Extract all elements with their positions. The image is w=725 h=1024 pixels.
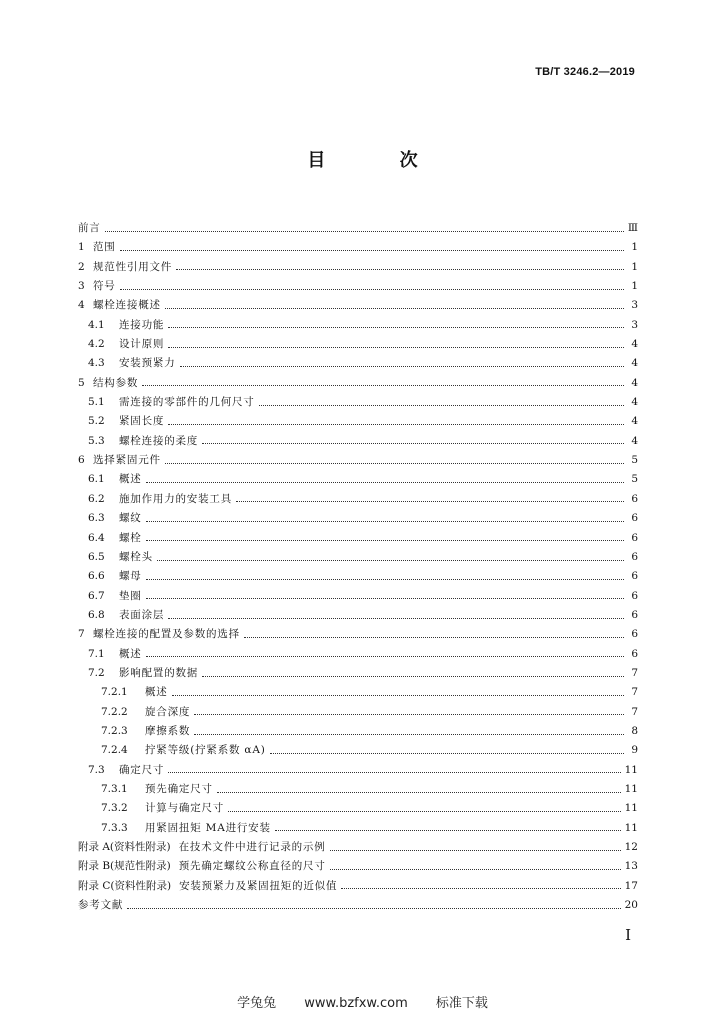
toc-entry-number: 5.2 xyxy=(88,415,105,428)
toc-entry-number: 7.2.4 xyxy=(101,744,128,757)
toc-entry[interactable] xyxy=(78,625,638,644)
toc-entry[interactable] xyxy=(78,838,638,857)
toc-entry-number: 5.1 xyxy=(88,396,105,409)
toc-dot-leader xyxy=(146,481,624,483)
toc-dot-leader xyxy=(105,230,624,232)
toc-dot-leader xyxy=(120,249,624,251)
toc-entry-page: 20 xyxy=(624,899,638,912)
page-folio: I xyxy=(625,926,631,944)
toc-entry-number: 1 xyxy=(78,241,85,254)
toc-entry-title: 预先确定螺纹公称直径的尺寸 xyxy=(178,860,326,873)
toc-dot-leader xyxy=(165,462,624,464)
toc-entry[interactable] xyxy=(78,761,638,780)
toc-dot-leader xyxy=(127,907,620,909)
toc-dot-leader xyxy=(244,636,624,638)
toc-dot-leader xyxy=(228,810,621,812)
toc-entry-number: 4 xyxy=(78,299,85,312)
toc-entry-number: 6.2 xyxy=(88,492,105,505)
toc-entry-title: 螺母 xyxy=(119,570,142,583)
toc-entry-title: 螺栓连接的柔度 xyxy=(119,434,199,447)
toc-entry-number: 7.3 xyxy=(88,763,105,776)
toc-entry-title: 结构参数 xyxy=(93,376,139,389)
toc-entry-page: 11 xyxy=(624,821,638,834)
toc-entry[interactable] xyxy=(78,567,638,586)
toc-dot-leader xyxy=(176,268,624,270)
footer-site-name: 学兔兔 xyxy=(237,996,277,1011)
toc-entry-page: Ⅲ xyxy=(627,222,638,234)
toc-entry-number: 5.3 xyxy=(88,434,105,447)
toc-entry-title: 表面涂层 xyxy=(119,608,165,621)
toc-entry-title: 影响配置的数据 xyxy=(119,666,199,679)
toc-entry-title: 螺栓连接的配置及参数的选择 xyxy=(93,628,240,641)
toc-entry-title: 连接功能 xyxy=(119,318,165,331)
toc-entry-page: 6 xyxy=(631,550,638,563)
toc-entry-page: 9 xyxy=(631,744,638,757)
toc-entry-page: 6 xyxy=(631,589,638,602)
toc-entry-page: 1 xyxy=(631,260,638,273)
toc-entry-number: 4.1 xyxy=(88,318,105,331)
toc-entry-title: 概述 xyxy=(119,647,142,660)
toc-entry[interactable] xyxy=(78,354,638,373)
toc-entry-page: 4 xyxy=(631,396,638,409)
toc-entry-number: 6.1 xyxy=(88,473,105,486)
footer-url[interactable]: www.bzfxw.com xyxy=(304,996,408,1011)
toc-entry-number: 7.2.2 xyxy=(101,705,128,718)
toc-entry-title: 螺纹 xyxy=(119,512,142,525)
toc-entry[interactable] xyxy=(78,412,638,431)
toc-dot-leader xyxy=(146,655,624,657)
toc-entry-title: 旋合深度 xyxy=(145,705,191,718)
toc-entry[interactable] xyxy=(78,277,638,296)
toc-entry-number: 7.2 xyxy=(88,666,105,679)
toc-dot-leader xyxy=(194,733,624,735)
toc-dot-leader xyxy=(142,384,624,386)
toc-entry-page: 7 xyxy=(631,666,638,679)
toc-entry-page: 6 xyxy=(631,512,638,525)
toc-entry-title: 需连接的零部件的几何尺寸 xyxy=(119,396,255,409)
toc-entry[interactable] xyxy=(78,335,638,354)
toc-dot-leader xyxy=(202,442,624,444)
toc-entry[interactable] xyxy=(78,548,638,567)
toc-entry-number: 6 xyxy=(78,454,85,467)
toc-dot-leader xyxy=(168,617,624,619)
toc-entry-title: 在技术文件中进行记录的示例 xyxy=(178,841,326,853)
toc-entry[interactable] xyxy=(78,296,638,315)
toc-dot-leader xyxy=(146,520,624,522)
toc-dot-leader xyxy=(172,694,624,696)
toc-entry-title: 规范性引用文件 xyxy=(93,260,173,273)
toc-dot-leader xyxy=(330,868,621,870)
toc-entry-number: 7.3.2 xyxy=(101,802,128,815)
toc-entry[interactable] xyxy=(78,219,638,238)
toc-entry[interactable] xyxy=(78,606,638,625)
toc-entry[interactable] xyxy=(78,780,638,799)
toc-entry-title: 施加作用力的安装工具 xyxy=(119,492,232,505)
toc-entry[interactable] xyxy=(78,877,638,896)
toc-dot-leader xyxy=(217,791,621,793)
toc-dot-leader xyxy=(259,404,624,406)
toc-entry[interactable] xyxy=(78,896,638,915)
toc-entry[interactable] xyxy=(78,683,638,702)
toc-entry-number: 6.3 xyxy=(88,512,105,525)
toc-entry-page: 6 xyxy=(631,628,638,641)
toc-entry[interactable] xyxy=(78,470,638,489)
toc-entry-page: 5 xyxy=(631,454,638,467)
toc-dot-leader xyxy=(270,752,624,754)
footer-tagline: 标准下载 xyxy=(435,996,488,1011)
toc-dot-leader xyxy=(275,829,621,831)
toc-entry-page: 11 xyxy=(624,782,638,795)
toc-entry-title: 符号 xyxy=(93,280,116,293)
toc-entry-page: 3 xyxy=(631,318,638,331)
toc-entry-number: 7.3.1 xyxy=(101,782,128,795)
toc-entry-page: 8 xyxy=(631,724,638,737)
toc-entry-page: 4 xyxy=(631,338,638,351)
toc-entry[interactable] xyxy=(78,741,638,760)
toc-entry-title: 安装预紧力 xyxy=(119,357,176,370)
toc-entry-page: 7 xyxy=(631,686,638,699)
toc-entry-number: 附录 A(资料性附录) xyxy=(78,841,171,853)
toc-entry-page: 3 xyxy=(631,299,638,312)
toc-entry-title: 设计原则 xyxy=(119,338,165,351)
toc-entry-title: 范围 xyxy=(93,241,116,254)
toc-dot-leader xyxy=(330,849,621,851)
toc-entry-title: 拧紧等级(拧紧系数 αA) xyxy=(145,744,266,757)
toc-dot-leader xyxy=(168,423,624,425)
toc-entry-number: 4.2 xyxy=(88,338,105,351)
toc-entry-number: 6.8 xyxy=(88,608,105,621)
toc-dot-leader xyxy=(146,597,624,599)
toc-dot-leader xyxy=(165,307,624,309)
toc-dot-leader xyxy=(236,500,624,502)
toc-dot-leader xyxy=(168,771,620,773)
toc-entry[interactable] xyxy=(78,432,638,451)
toc-entry-page: 1 xyxy=(631,280,638,293)
toc-entry-page: 7 xyxy=(631,705,638,718)
toc-entry-number: 7.1 xyxy=(88,647,105,660)
toc-dot-leader xyxy=(157,559,624,561)
toc-dot-leader xyxy=(202,675,624,677)
toc-entry-title: 概述 xyxy=(119,473,142,486)
toc-entry-number: 3 xyxy=(78,280,85,293)
toc-entry-page: 12 xyxy=(624,841,638,853)
toc-entry[interactable] xyxy=(78,374,638,393)
toc-entry[interactable] xyxy=(78,819,638,838)
toc-dot-leader xyxy=(180,365,625,367)
toc-entry-title: 螺栓连接概述 xyxy=(93,299,161,312)
toc-entry-page: 5 xyxy=(631,473,638,486)
toc-entry-title: 选择紧固元件 xyxy=(93,454,161,467)
toc-entry-number: 6.5 xyxy=(88,550,105,563)
toc-entry-page: 17 xyxy=(624,879,638,892)
toc-entry-page: 13 xyxy=(624,860,638,873)
toc-entry-page: 4 xyxy=(631,357,638,370)
toc-entry[interactable] xyxy=(78,703,638,722)
toc-dot-leader xyxy=(194,713,624,715)
toc-list xyxy=(78,219,638,915)
toc-entry-number: 6.4 xyxy=(88,531,105,544)
toc-entry[interactable] xyxy=(78,238,638,257)
standard-code: TB/T 3246.2—2019 xyxy=(535,66,635,78)
toc-entry-title: 预先确定尺寸 xyxy=(145,782,213,795)
toc-dot-leader xyxy=(120,288,624,290)
toc-entry[interactable] xyxy=(78,258,638,277)
toc-dot-leader xyxy=(146,578,624,580)
toc-entry-page: 6 xyxy=(631,531,638,544)
toc-entry-title: 确定尺寸 xyxy=(119,763,165,776)
toc-entry[interactable] xyxy=(78,393,638,412)
toc-entry-number: 7.2.1 xyxy=(101,686,128,699)
toc-entry-title: 计算与确定尺寸 xyxy=(145,802,225,815)
toc-entry-number: 附录 B(规范性附录) xyxy=(78,860,171,873)
toc-entry-page: 6 xyxy=(631,647,638,660)
toc-entry-title: 用紧固扭矩 MA进行安装 xyxy=(145,821,271,834)
toc-entry-number: 6.6 xyxy=(88,570,105,583)
toc-entry-number: 7.2.3 xyxy=(101,724,128,737)
toc-entry[interactable] xyxy=(78,857,638,876)
toc-entry[interactable] xyxy=(78,316,638,335)
toc-entry[interactable] xyxy=(78,490,638,509)
toc-entry[interactable] xyxy=(78,799,638,818)
toc-entry-title: 垫圈 xyxy=(119,589,142,602)
toc-entry-number: 附录 C(资料性附录) xyxy=(78,879,172,892)
toc-entry-page: 6 xyxy=(631,570,638,583)
toc-entry[interactable] xyxy=(78,451,638,470)
toc-entry[interactable] xyxy=(78,587,638,606)
toc-entry-number: 4.3 xyxy=(88,357,105,370)
toc-entry-title: 螺栓 xyxy=(119,531,142,544)
footer xyxy=(0,992,725,1011)
toc-entry-title: 参考文献 xyxy=(78,899,124,912)
toc-entry-number: 7 xyxy=(78,628,85,641)
toc-entry-page: 11 xyxy=(624,802,638,815)
toc-dot-leader xyxy=(146,539,624,541)
toc-entry-page: 11 xyxy=(624,763,638,776)
toc-entry[interactable] xyxy=(78,722,638,741)
toc-entry[interactable] xyxy=(78,509,638,528)
toc-entry-page: 6 xyxy=(631,492,638,505)
toc-entry-title: 紧固长度 xyxy=(119,415,165,428)
toc-entry-page: 4 xyxy=(631,434,638,447)
toc-entry-page: 4 xyxy=(631,376,638,389)
toc-entry-number: 6.7 xyxy=(88,589,105,602)
toc-entry-number: 7.3.3 xyxy=(101,821,128,834)
toc-entry-title: 摩擦系数 xyxy=(145,724,191,737)
toc-entry-title: 概述 xyxy=(145,686,168,699)
toc-entry[interactable] xyxy=(78,529,638,548)
page-title: 目 次 xyxy=(307,150,452,171)
toc-entry-title: 螺栓头 xyxy=(119,550,153,563)
toc-entry-number: 5 xyxy=(78,376,85,389)
toc-entry-page: 6 xyxy=(631,608,638,621)
toc-dot-leader xyxy=(168,346,624,348)
toc-entry-title: 安装预紧力及紧固扭矩的近似值 xyxy=(179,879,338,892)
toc-entry[interactable] xyxy=(78,645,638,664)
toc-entry[interactable] xyxy=(78,664,638,683)
toc-entry-number: 2 xyxy=(78,260,85,273)
toc-entry-page: 1 xyxy=(631,241,638,254)
toc-dot-leader xyxy=(341,887,620,889)
toc-entry-title: 前言 xyxy=(78,222,101,234)
toc-entry-page: 4 xyxy=(631,415,638,428)
toc-dot-leader xyxy=(168,326,624,328)
